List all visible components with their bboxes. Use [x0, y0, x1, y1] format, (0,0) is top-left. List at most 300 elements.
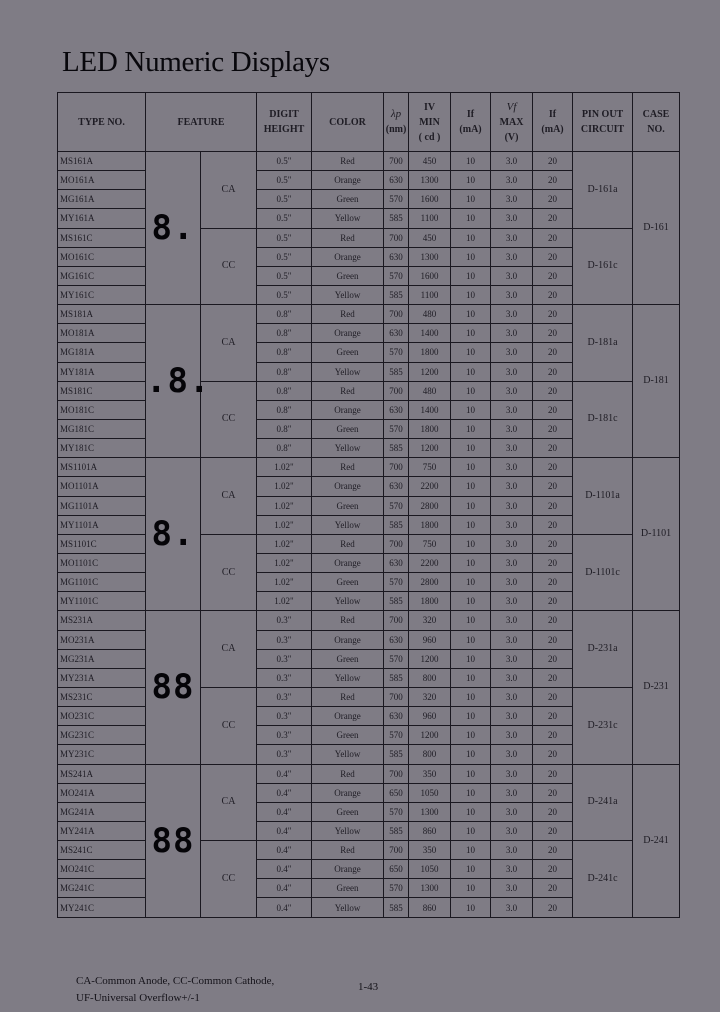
lambda-p-cell: 570 — [384, 266, 409, 285]
iv-min-cell: 1600 — [409, 190, 451, 209]
table-header-row — [58, 93, 680, 152]
type-no-cell: MY181A — [58, 362, 146, 381]
if-cell: 10 — [451, 515, 491, 534]
digit-height-cell: 0.3" — [257, 726, 312, 745]
col-digit-height-l1: DIGIT — [269, 109, 299, 120]
iv-min-cell: 960 — [409, 707, 451, 726]
if2-cell: 20 — [533, 247, 573, 266]
if2-cell: 20 — [533, 630, 573, 649]
if2-cell: 20 — [533, 266, 573, 285]
if-cell: 10 — [451, 171, 491, 190]
lambda-p-cell: 700 — [384, 687, 409, 706]
color-cell: Red — [312, 534, 384, 553]
digit-height-cell: 1.02" — [257, 515, 312, 534]
if2-cell: 20 — [533, 592, 573, 611]
pinout-cell: D-241a — [573, 764, 633, 841]
vf-max-cell: 3.0 — [491, 439, 533, 458]
iv-min-cell: 1050 — [409, 783, 451, 802]
case-no-cell: D-161 — [633, 152, 680, 305]
lambda-p-cell: 585 — [384, 515, 409, 534]
vf-max-cell: 3.0 — [491, 228, 533, 247]
color-cell: Yellow — [312, 668, 384, 687]
type-no-cell: MG1101C — [58, 573, 146, 592]
vf-max-cell: 3.0 — [491, 802, 533, 821]
digit-height-cell: 0.8" — [257, 324, 312, 343]
pinout-cell: D-231a — [573, 611, 633, 688]
type-no-cell: MG161A — [58, 190, 146, 209]
if-cell: 10 — [451, 611, 491, 630]
if2-cell: 20 — [533, 573, 573, 592]
table-row — [58, 764, 680, 783]
lambda-p-cell: 570 — [384, 190, 409, 209]
if-cell: 10 — [451, 687, 491, 706]
iv-min-label: MIN — [419, 116, 440, 128]
if2-cell: 20 — [533, 726, 573, 745]
type-no-cell: MG161C — [58, 266, 146, 285]
iv-min-cell: 480 — [409, 381, 451, 400]
vf-max-cell: 3.0 — [491, 764, 533, 783]
if-cell: 10 — [451, 553, 491, 572]
if2-cell: 20 — [533, 553, 573, 572]
color-cell: Yellow — [312, 821, 384, 840]
if2-cell: 20 — [533, 439, 573, 458]
feature-cell: CA — [201, 458, 257, 535]
if-cell: 10 — [451, 266, 491, 285]
lambda-p-cell: 700 — [384, 841, 409, 860]
type-no-cell: MS1101A — [58, 458, 146, 477]
if-cell: 10 — [451, 841, 491, 860]
if-cell: 10 — [451, 726, 491, 745]
lambda-p-cell: 700 — [384, 152, 409, 171]
type-no-cell: MO231C — [58, 707, 146, 726]
if-cell: 10 — [451, 285, 491, 304]
footer-legend — [76, 973, 274, 1007]
col-digit-height — [257, 93, 312, 152]
type-no-cell: MS231C — [58, 687, 146, 706]
digit-height-cell: 1.02" — [257, 496, 312, 515]
col-type-no: TYPE NO. — [58, 93, 146, 152]
if-cell: 10 — [451, 439, 491, 458]
if-cell: 10 — [451, 649, 491, 668]
iv-min-cell: 2800 — [409, 496, 451, 515]
if2-cell: 20 — [533, 285, 573, 304]
lambda-p-cell: 700 — [384, 381, 409, 400]
pinout-cell: D-241c — [573, 841, 633, 918]
vf-max-cell: 3.0 — [491, 152, 533, 171]
lambda-p-cell: 570 — [384, 802, 409, 821]
if-cell: 10 — [451, 860, 491, 879]
vf-max-label: MAX — [499, 116, 524, 128]
lambda-p-cell: 585 — [384, 362, 409, 381]
color-cell: Orange — [312, 247, 384, 266]
if2-cell: 20 — [533, 534, 573, 553]
color-cell: Green — [312, 419, 384, 438]
color-cell: Orange — [312, 707, 384, 726]
color-cell: Green — [312, 573, 384, 592]
if2-cell: 20 — [533, 400, 573, 419]
col-vf-max — [491, 93, 533, 152]
if2-label: If — [548, 109, 557, 120]
if-cell: 10 — [451, 381, 491, 400]
case-no-cell: D-1101 — [633, 458, 680, 611]
vf-max-cell: 3.0 — [491, 458, 533, 477]
digit-height-cell: 0.4" — [257, 860, 312, 879]
if2-cell: 20 — [533, 324, 573, 343]
lambda-p-cell: 700 — [384, 534, 409, 553]
if-cell: 10 — [451, 496, 491, 515]
feature-cell: CC — [201, 534, 257, 611]
type-no-cell: MS181A — [58, 305, 146, 324]
iv-unit: ( cd ) — [418, 131, 441, 143]
type-no-cell: MG241A — [58, 802, 146, 821]
color-cell: Red — [312, 687, 384, 706]
if-cell: 10 — [451, 707, 491, 726]
color-cell: Orange — [312, 860, 384, 879]
if-cell: 10 — [451, 668, 491, 687]
table-body — [58, 152, 680, 918]
page-title: LED Numeric Displays — [62, 46, 330, 78]
col-color: COLOR — [312, 93, 384, 152]
iv-min-cell: 1300 — [409, 247, 451, 266]
type-no-cell: MO241C — [58, 860, 146, 879]
color-cell: Yellow — [312, 285, 384, 304]
lambda-p-cell: 585 — [384, 668, 409, 687]
digit-height-cell: 0.5" — [257, 209, 312, 228]
if-cell: 10 — [451, 458, 491, 477]
if-cell: 10 — [451, 630, 491, 649]
if2-cell: 20 — [533, 458, 573, 477]
lambda-p-cell: 585 — [384, 209, 409, 228]
lambda-p-cell: 585 — [384, 285, 409, 304]
iv-min-cell: 1400 — [409, 324, 451, 343]
case-no-cell: D-181 — [633, 305, 680, 458]
col-if — [451, 93, 491, 152]
table-row — [58, 458, 680, 477]
decimal-point-icon: . — [173, 208, 195, 249]
lambda-p-cell: 630 — [384, 707, 409, 726]
vf-max-cell: 3.0 — [491, 898, 533, 917]
pinout-cell: D-231c — [573, 687, 633, 764]
digit-glyph-cell — [146, 764, 201, 917]
color-cell: Red — [312, 841, 384, 860]
if2-cell: 20 — [533, 764, 573, 783]
if-cell: 10 — [451, 745, 491, 764]
seven-segment-digit-icon: 88 — [151, 820, 195, 861]
feature-cell: CA — [201, 764, 257, 841]
iv-min-cell: 350 — [409, 764, 451, 783]
if-cell: 10 — [451, 228, 491, 247]
pinout-cell: D-161a — [573, 152, 633, 229]
type-no-cell: MO181C — [58, 400, 146, 419]
digit-height-cell: 1.02" — [257, 477, 312, 496]
lambda-p-cell: 630 — [384, 400, 409, 419]
lambda-p-cell: 585 — [384, 898, 409, 917]
digit-height-cell: 0.3" — [257, 649, 312, 668]
vf-max-cell: 3.0 — [491, 343, 533, 362]
iv-min-cell: 1800 — [409, 515, 451, 534]
iv-min-cell: 750 — [409, 534, 451, 553]
vf-max-cell: 3.0 — [491, 879, 533, 898]
vf-max-cell: 3.0 — [491, 534, 533, 553]
color-cell: Orange — [312, 324, 384, 343]
iv-min-cell: 800 — [409, 745, 451, 764]
digit-height-cell: 0.5" — [257, 152, 312, 171]
iv-min-cell: 1400 — [409, 400, 451, 419]
type-no-cell: MS241A — [58, 764, 146, 783]
lambda-p-cell: 630 — [384, 477, 409, 496]
case-no-cell: D-241 — [633, 764, 680, 917]
feature-cell: CA — [201, 611, 257, 688]
vf-max-cell: 3.0 — [491, 630, 533, 649]
type-no-cell: MO181A — [58, 324, 146, 343]
vf-max-cell: 3.0 — [491, 860, 533, 879]
vf-max-cell: 3.0 — [491, 209, 533, 228]
lambda-p-cell: 570 — [384, 879, 409, 898]
color-cell: Orange — [312, 171, 384, 190]
if-cell: 10 — [451, 764, 491, 783]
digit-height-cell: 0.4" — [257, 821, 312, 840]
if2-cell: 20 — [533, 668, 573, 687]
seven-segment-digit-icon: 88 — [151, 667, 195, 708]
iv-min-cell: 2200 — [409, 553, 451, 572]
lambda-p-cell: 570 — [384, 419, 409, 438]
feature-cell: CC — [201, 687, 257, 764]
digit-height-cell: 0.5" — [257, 247, 312, 266]
seven-segment-digit-icon: 8 — [151, 208, 173, 249]
vf-max-cell: 3.0 — [491, 266, 533, 285]
color-cell: Green — [312, 802, 384, 821]
color-cell: Orange — [312, 553, 384, 572]
color-cell: Red — [312, 152, 384, 171]
seven-segment-digit-icon: 8. — [151, 514, 195, 555]
seven-segment-digit-icon: .8. — [146, 361, 211, 402]
color-cell: Orange — [312, 400, 384, 419]
if2-cell: 20 — [533, 152, 573, 171]
if2-cell: 20 — [533, 860, 573, 879]
vf-max-cell: 3.0 — [491, 726, 533, 745]
if2-cell: 20 — [533, 515, 573, 534]
type-no-cell: MO161A — [58, 171, 146, 190]
vf-max-cell: 3.0 — [491, 649, 533, 668]
if-cell: 10 — [451, 247, 491, 266]
if2-cell: 20 — [533, 821, 573, 840]
if-cell: 10 — [451, 343, 491, 362]
vf-max-cell: 3.0 — [491, 496, 533, 515]
digit-height-cell: 0.3" — [257, 611, 312, 630]
color-cell: Red — [312, 764, 384, 783]
type-no-cell: MS181C — [58, 381, 146, 400]
lambda-p-cell: 570 — [384, 343, 409, 362]
digit-height-cell: 0.3" — [257, 687, 312, 706]
vf-max-cell: 3.0 — [491, 611, 533, 630]
color-cell: Yellow — [312, 362, 384, 381]
color-cell: Red — [312, 611, 384, 630]
iv-min-cell: 960 — [409, 630, 451, 649]
iv-min-cell: 1200 — [409, 362, 451, 381]
table-row — [58, 305, 680, 324]
if-cell: 10 — [451, 400, 491, 419]
col-pinout — [573, 93, 633, 152]
vf-max-cell: 3.0 — [491, 841, 533, 860]
if-cell: 10 — [451, 324, 491, 343]
iv-min-cell: 350 — [409, 841, 451, 860]
digit-height-cell: 0.4" — [257, 783, 312, 802]
iv-min-cell: 750 — [409, 458, 451, 477]
digit-height-cell: 1.02" — [257, 592, 312, 611]
lambda-p-cell: 700 — [384, 305, 409, 324]
if2-cell: 20 — [533, 898, 573, 917]
iv-min-cell: 1300 — [409, 171, 451, 190]
color-cell: Yellow — [312, 209, 384, 228]
lambda-p-cell: 700 — [384, 228, 409, 247]
type-no-cell: MS1101C — [58, 534, 146, 553]
iv-min-cell: 1800 — [409, 592, 451, 611]
table-row — [58, 611, 680, 630]
if-cell: 10 — [451, 592, 491, 611]
iv-min-cell: 1100 — [409, 209, 451, 228]
color-cell: Green — [312, 879, 384, 898]
if2-cell: 20 — [533, 687, 573, 706]
vf-max-cell: 3.0 — [491, 381, 533, 400]
color-cell: Orange — [312, 783, 384, 802]
iv-min-cell: 2800 — [409, 573, 451, 592]
if2-cell: 20 — [533, 879, 573, 898]
type-no-cell: MS161A — [58, 152, 146, 171]
if2-cell: 20 — [533, 190, 573, 209]
if2-cell: 20 — [533, 209, 573, 228]
case-no-cell: D-231 — [633, 611, 680, 764]
type-no-cell: MO161C — [58, 247, 146, 266]
if2-cell: 20 — [533, 496, 573, 515]
digit-height-cell: 0.5" — [257, 190, 312, 209]
if2-cell: 20 — [533, 649, 573, 668]
if-cell: 10 — [451, 152, 491, 171]
if-cell: 10 — [451, 783, 491, 802]
if2-cell: 20 — [533, 419, 573, 438]
iv-min-cell: 1300 — [409, 802, 451, 821]
iv-min-cell: 450 — [409, 228, 451, 247]
digit-height-cell: 0.5" — [257, 171, 312, 190]
lambda-p-cell: 650 — [384, 783, 409, 802]
if2-cell: 20 — [533, 343, 573, 362]
if-cell: 10 — [451, 879, 491, 898]
iv-min-cell: 1300 — [409, 879, 451, 898]
type-no-cell: MG231C — [58, 726, 146, 745]
if-cell: 10 — [451, 305, 491, 324]
vf-max-cell: 3.0 — [491, 783, 533, 802]
if-cell: 10 — [451, 821, 491, 840]
iv-min-cell: 1200 — [409, 439, 451, 458]
iv-min-cell: 320 — [409, 687, 451, 706]
iv-min-cell: 1200 — [409, 649, 451, 668]
digit-height-cell: 0.3" — [257, 630, 312, 649]
vf-max-cell: 3.0 — [491, 821, 533, 840]
color-cell: Green — [312, 190, 384, 209]
feature-cell: CA — [201, 152, 257, 229]
lambda-p-cell: 630 — [384, 630, 409, 649]
iv-min-cell: 1600 — [409, 266, 451, 285]
lambda-p-cell: 570 — [384, 726, 409, 745]
type-no-cell: MO231A — [58, 630, 146, 649]
digit-height-cell: 0.8" — [257, 419, 312, 438]
vf-unit: (V) — [504, 131, 519, 143]
if-cell: 10 — [451, 419, 491, 438]
feature-cell: CA — [201, 305, 257, 382]
iv-min-cell: 1200 — [409, 726, 451, 745]
lambda-p-cell: 570 — [384, 649, 409, 668]
lambda-p-label: λp — [390, 108, 402, 120]
iv-min-cell: 2200 — [409, 477, 451, 496]
vf-max-cell: 3.0 — [491, 419, 533, 438]
vf-max-cell: 3.0 — [491, 171, 533, 190]
digit-height-cell: 0.8" — [257, 343, 312, 362]
if-cell: 10 — [451, 190, 491, 209]
digit-height-cell: 0.5" — [257, 228, 312, 247]
color-cell: Green — [312, 649, 384, 668]
if2-cell: 20 — [533, 305, 573, 324]
lambda-p-cell: 630 — [384, 324, 409, 343]
iv-min-cell: 860 — [409, 898, 451, 917]
if2-cell: 20 — [533, 477, 573, 496]
vf-max-cell: 3.0 — [491, 400, 533, 419]
digit-height-cell: 0.4" — [257, 841, 312, 860]
lambda-p-cell: 585 — [384, 821, 409, 840]
if-label: If — [466, 109, 475, 120]
color-cell: Green — [312, 496, 384, 515]
digit-height-cell: 0.4" — [257, 879, 312, 898]
led-spec-table — [57, 92, 680, 918]
pinout-l1: PIN OUT — [581, 109, 624, 120]
color-cell: Yellow — [312, 592, 384, 611]
col-digit-height-l2: HEIGHT — [263, 124, 305, 135]
vf-max-cell: 3.0 — [491, 362, 533, 381]
if2-cell: 20 — [533, 783, 573, 802]
if2-cell: 20 — [533, 745, 573, 764]
lambda-p-cell: 630 — [384, 247, 409, 266]
if2-unit: (mA) — [541, 124, 564, 135]
vf-max-cell: 3.0 — [491, 707, 533, 726]
if2-cell: 20 — [533, 171, 573, 190]
vf-max-cell: 3.0 — [491, 687, 533, 706]
lambda-p-cell: 570 — [384, 496, 409, 515]
page-number: 1-43 — [358, 981, 379, 993]
pinout-cell: D-181c — [573, 381, 633, 458]
color-cell: Red — [312, 381, 384, 400]
iv-label: IV — [423, 101, 436, 113]
lambda-p-cell: 700 — [384, 764, 409, 783]
table-row — [58, 152, 680, 171]
digit-height-cell: 0.5" — [257, 266, 312, 285]
feature-cell: CC — [201, 381, 257, 458]
iv-min-cell: 800 — [409, 668, 451, 687]
vf-max-cell: 3.0 — [491, 668, 533, 687]
if-cell: 10 — [451, 534, 491, 553]
type-no-cell: MY181C — [58, 439, 146, 458]
if-cell: 10 — [451, 362, 491, 381]
col-if2 — [533, 93, 573, 152]
type-no-cell: MG241C — [58, 879, 146, 898]
iv-min-cell: 860 — [409, 821, 451, 840]
lambda-p-cell: 585 — [384, 745, 409, 764]
vf-max-cell: 3.0 — [491, 745, 533, 764]
if-unit: (mA) — [459, 124, 482, 135]
case-l2: NO. — [647, 124, 665, 135]
pinout-cell: D-181a — [573, 305, 633, 382]
color-cell: Yellow — [312, 745, 384, 764]
type-no-cell: MS161C — [58, 228, 146, 247]
footer-legend-line1: CA-Common Anode, CC-Common Cathode, — [76, 975, 275, 987]
pinout-cell: D-161c — [573, 228, 633, 305]
